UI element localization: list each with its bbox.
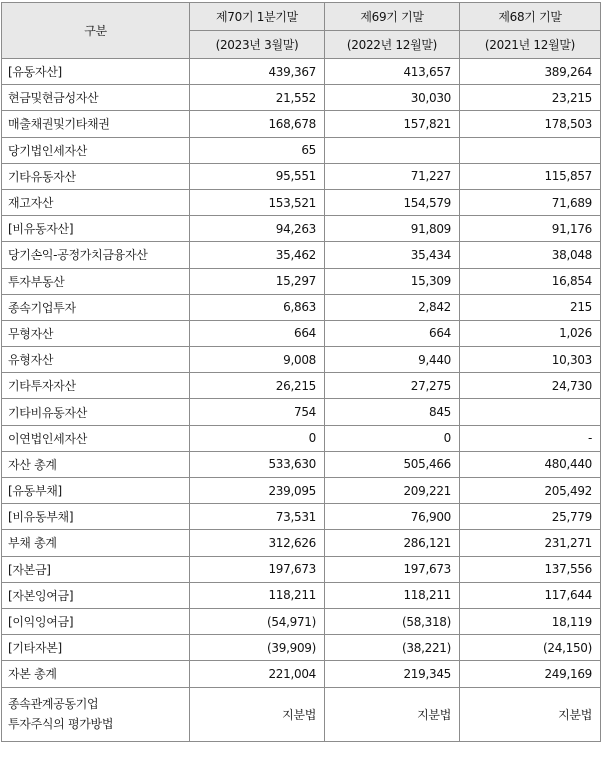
table-row xyxy=(2,608,601,634)
row-label: 자본 총계 xyxy=(2,661,190,687)
row-value: 15,309 xyxy=(325,268,460,294)
row-value: 6,863 xyxy=(190,294,325,320)
table-row xyxy=(2,425,601,451)
row-label: 부채 총계 xyxy=(2,530,190,556)
row-value: 197,673 xyxy=(325,556,460,582)
row-value: 27,275 xyxy=(325,373,460,399)
row-value: 0 xyxy=(190,425,325,451)
row-label: 당기손익-공정가치금융자산 xyxy=(2,242,190,268)
header-date-1: (2023년 3월말) xyxy=(190,31,325,59)
row-value: 10,303 xyxy=(460,347,601,373)
row-label: 현금및현금성자산 xyxy=(2,85,190,111)
table-row xyxy=(2,268,601,294)
row-value: 71,227 xyxy=(325,163,460,189)
row-value: 73,531 xyxy=(190,504,325,530)
row-value: 16,854 xyxy=(460,268,601,294)
table-row xyxy=(2,530,601,556)
row-value: 249,169 xyxy=(460,661,601,687)
row-value: 754 xyxy=(190,399,325,425)
row-value xyxy=(325,137,460,163)
row-label: 이연법인세자산 xyxy=(2,425,190,451)
table-row xyxy=(2,582,601,608)
row-value: 118,211 xyxy=(325,582,460,608)
row-value: 205,492 xyxy=(460,478,601,504)
row-value: 21,552 xyxy=(190,85,325,111)
row-value: 91,176 xyxy=(460,216,601,242)
row-value: 24,730 xyxy=(460,373,601,399)
row-value: 533,630 xyxy=(190,451,325,477)
row-label: 재고자산 xyxy=(2,189,190,215)
row-value: 178,503 xyxy=(460,111,601,137)
header-period-2: 제69기 기말 xyxy=(325,3,460,31)
row-value: 219,345 xyxy=(325,661,460,687)
table-row xyxy=(2,478,601,504)
row-value: 389,264 xyxy=(460,59,601,85)
row-value: 157,821 xyxy=(325,111,460,137)
row-value: 505,466 xyxy=(325,451,460,477)
header-period-3: 제68기 기말 xyxy=(460,3,601,31)
row-value: 154,579 xyxy=(325,189,460,215)
row-value: 197,673 xyxy=(190,556,325,582)
row-value: 25,779 xyxy=(460,504,601,530)
row-value: 168,678 xyxy=(190,111,325,137)
row-value: 845 xyxy=(325,399,460,425)
row-label: 투자부동산 xyxy=(2,268,190,294)
table-row xyxy=(2,189,601,215)
row-value: 76,900 xyxy=(325,504,460,530)
row-value: (38,221) xyxy=(325,635,460,661)
row-label: [비유동부채] xyxy=(2,504,190,530)
table-row xyxy=(2,347,601,373)
row-value: 115,857 xyxy=(460,163,601,189)
row-value xyxy=(460,399,601,425)
row-label xyxy=(2,687,190,741)
row-value: 221,004 xyxy=(190,661,325,687)
table-row xyxy=(2,242,601,268)
row-value: 35,462 xyxy=(190,242,325,268)
row-value: 38,048 xyxy=(460,242,601,268)
row-label: 유형자산 xyxy=(2,347,190,373)
row-value: 137,556 xyxy=(460,556,601,582)
row-value: 91,809 xyxy=(325,216,460,242)
row-value: 94,263 xyxy=(190,216,325,242)
row-label-line: 투자주식의 평가방법 xyxy=(8,717,114,731)
table-row xyxy=(2,504,601,530)
row-value: 23,215 xyxy=(460,85,601,111)
row-value: 지분법 xyxy=(325,687,460,741)
row-value: 0 xyxy=(325,425,460,451)
row-value: 286,121 xyxy=(325,530,460,556)
row-label: 무형자산 xyxy=(2,320,190,346)
table-row xyxy=(2,294,601,320)
row-value: 18,119 xyxy=(460,608,601,634)
row-value: 95,551 xyxy=(190,163,325,189)
row-label: [유동부채] xyxy=(2,478,190,504)
table-row xyxy=(2,661,601,687)
header-date-3: (2021년 12월말) xyxy=(460,31,601,59)
row-label: 종속기업투자 xyxy=(2,294,190,320)
row-label: 기타투자자산 xyxy=(2,373,190,399)
row-value: 153,521 xyxy=(190,189,325,215)
row-value: 지분법 xyxy=(460,687,601,741)
row-value: 2,842 xyxy=(325,294,460,320)
row-value: 26,215 xyxy=(190,373,325,399)
row-value: 664 xyxy=(190,320,325,346)
table-row xyxy=(2,399,601,425)
header-period-1: 제70기 1분기말 xyxy=(190,3,325,31)
table-row xyxy=(2,216,601,242)
row-value: 9,440 xyxy=(325,347,460,373)
row-value: 239,095 xyxy=(190,478,325,504)
table-row xyxy=(2,320,601,346)
row-value: (24,150) xyxy=(460,635,601,661)
row-value: 117,644 xyxy=(460,582,601,608)
row-value: 209,221 xyxy=(325,478,460,504)
header-category: 구분 xyxy=(2,3,190,59)
header-row-periods xyxy=(2,3,601,31)
row-label: 매출채권및기타채권 xyxy=(2,111,190,137)
row-label-line: 종속관계공동기업 xyxy=(8,697,99,711)
row-label: 당기법인세자산 xyxy=(2,137,190,163)
row-value: 30,030 xyxy=(325,85,460,111)
table-row xyxy=(2,59,601,85)
row-value: 439,367 xyxy=(190,59,325,85)
table-row xyxy=(2,451,601,477)
row-value: 231,271 xyxy=(460,530,601,556)
row-value: 15,297 xyxy=(190,268,325,294)
row-value: 215 xyxy=(460,294,601,320)
row-value: (58,318) xyxy=(325,608,460,634)
row-value: 664 xyxy=(325,320,460,346)
row-value: 480,440 xyxy=(460,451,601,477)
table-row xyxy=(2,137,601,163)
row-label: [자본잉여금] xyxy=(2,582,190,608)
row-value: 1,026 xyxy=(460,320,601,346)
row-label: [유동자산] xyxy=(2,59,190,85)
row-value: 65 xyxy=(190,137,325,163)
row-value: - xyxy=(460,425,601,451)
row-label: 기타비유동자산 xyxy=(2,399,190,425)
table-row-valuation-method xyxy=(2,687,601,741)
row-label: [자본금] xyxy=(2,556,190,582)
row-value: 71,689 xyxy=(460,189,601,215)
row-value: 9,008 xyxy=(190,347,325,373)
row-label: 자산 총계 xyxy=(2,451,190,477)
table-row xyxy=(2,373,601,399)
table-row xyxy=(2,111,601,137)
row-label: [기타자본] xyxy=(2,635,190,661)
row-label: [이익잉여금] xyxy=(2,608,190,634)
row-label: [비유동자산] xyxy=(2,216,190,242)
table-row xyxy=(2,635,601,661)
row-label: 기타유동자산 xyxy=(2,163,190,189)
row-value: 118,211 xyxy=(190,582,325,608)
row-value: 35,434 xyxy=(325,242,460,268)
header-date-2: (2022년 12월말) xyxy=(325,31,460,59)
table-row xyxy=(2,85,601,111)
table-row xyxy=(2,556,601,582)
row-value: 413,657 xyxy=(325,59,460,85)
row-value: (54,971) xyxy=(190,608,325,634)
table-row xyxy=(2,163,601,189)
row-value: 312,626 xyxy=(190,530,325,556)
row-value: 지분법 xyxy=(190,687,325,741)
financial-summary-table xyxy=(1,2,601,742)
row-value: (39,909) xyxy=(190,635,325,661)
row-value xyxy=(460,137,601,163)
